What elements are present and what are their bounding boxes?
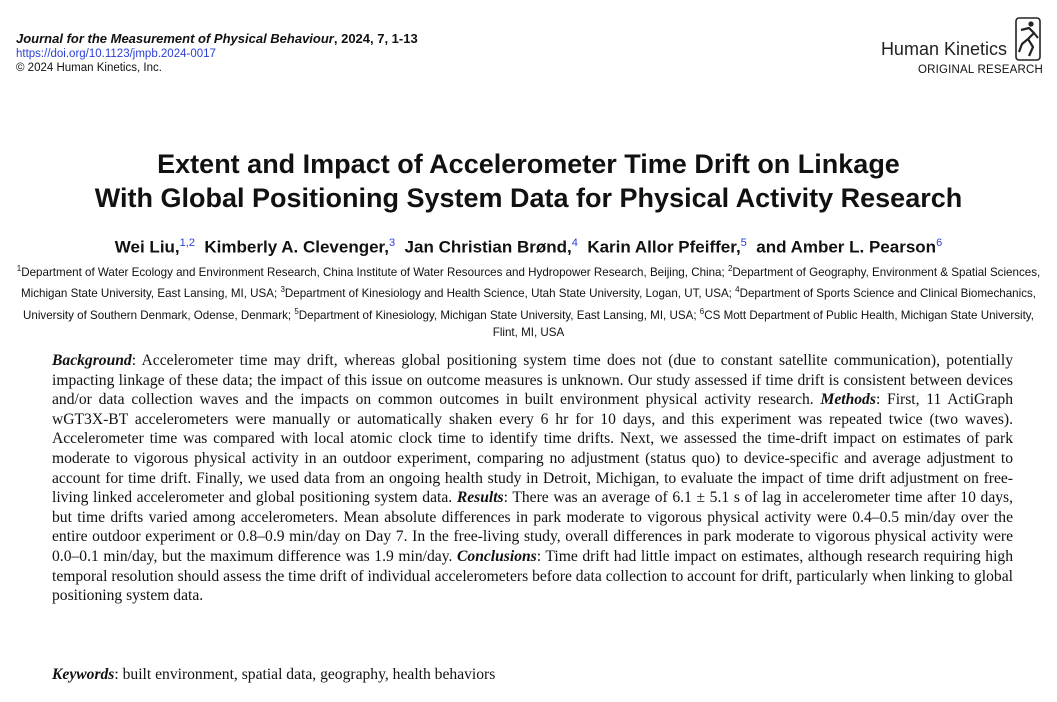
author-name: Karin Allor Pfeiffer, (587, 237, 741, 257)
keywords-text: : built environment, spatial data, geography, health behaviors (114, 666, 496, 683)
title-line-1: Extent and Impact of Accelerometer Time Drift on Linkage (157, 149, 900, 179)
author-affiliation-ref: 5 (740, 237, 747, 249)
affiliation-number: 3 (280, 285, 285, 295)
affiliation-number: 1 (16, 264, 22, 273)
affiliation-number: 2 (727, 264, 733, 273)
author-name: Jan Christian Brønd, (404, 237, 572, 257)
author-name: and Amber L. Pearson (756, 237, 937, 257)
author-list (0, 232, 1057, 259)
author-affiliation-ref: 6 (936, 237, 943, 249)
journal-name: Journal for the Measurement of Physical Behaviour (16, 31, 334, 46)
publisher-row (881, 16, 1043, 62)
abstract-heading-conclusions: Conclusions (457, 547, 537, 565)
abstract-heading-background: Background (52, 352, 132, 369)
affiliation-text: Department of Sports Science and Clinical Biomechanics, University of Southern Denmark, Odense, Denmark; (23, 287, 1037, 322)
journal-citation (16, 31, 418, 47)
abstract-conclusions: : Time drift had little impact on estimates, although research requiring high temporal resolution should assess the time drift of individual accelerometers before data collection to account for drift, particularly when linking to global positioning system data. (52, 547, 1013, 605)
keywords-label: Keywords (52, 666, 115, 683)
affiliation-list (12, 260, 1045, 342)
publisher-name: Human Kinetics (880, 39, 1007, 59)
affiliation-number: 5 (294, 306, 299, 316)
author-name: Kimberly A. Clevenger, (204, 237, 389, 257)
publisher-block (881, 16, 1043, 76)
abstract-heading-results: Results (456, 489, 504, 507)
affiliation-number: 6 (699, 306, 705, 316)
journal-volume: , 2024, 7, 1-13 (333, 31, 418, 46)
keywords (52, 666, 495, 684)
abstract-results: : There was an average of 6.1 ± 5.1 s of lag in accelerometer time after 10 days, but time drifts varied among accelerometers. Mean absolute differences in park moderate to vigorous physical activity were 0.4–0.5 min/day over the entire outdoor experiment or 0.8–0.9 min/day on Day 7. In the free-living study, overall differences in park moderate to vigorous physical activity were 0.0–0.1 min/day, but the maximum difference was 1.9 min/day. (52, 489, 1014, 565)
doi-link[interactable]: https://doi.org/10.1123/jmpb.2024-0017 (16, 48, 216, 60)
article-type: ORIGINAL RESEARCH (917, 64, 1043, 76)
title-line-2: With Global Positioning System Data for Physical Activity Research (94, 183, 963, 213)
author-affiliation-ref: 4 (571, 237, 578, 249)
journal-header (16, 31, 418, 75)
affiliation-number: 4 (735, 285, 740, 295)
affiliation-text: CS Mott Department of Public Health, Michigan State University, Flint, MI, USA (492, 308, 1034, 340)
affiliation-text: Department of Kinesiology, Michigan State University, East Lansing, MI, USA; (298, 308, 700, 322)
abstract (52, 351, 1013, 606)
abstract-methods: : First, 11 ActiGraph wGT3X-BT accelerometers were manually or automatically shaken every 6 hr for 10 days, and this experiment was repeated twice (two waves). Accelerometer time was compared with local atomic clock time to identify time drifts. Next, we assessed the time-drift impact on estimates of park moderate to vigorous physical activity in an outdoor experiment, comparing no adjustment (status quo) to device-specific and average adjustment to account for time drift. Finally, we used data from an ongoing health study in Detroit, Michigan, to evaluate the impact of time drift adjustment on free-living linked accelerometer and global positioning system data. (52, 391, 1014, 507)
abstract-heading-methods: Methods (820, 391, 876, 409)
affiliation-text: Department of Geography, Environment & Spatial Sciences, Michigan State University, East Lansing, MI, USA; (20, 265, 1041, 301)
affiliation-text: Department of Water Ecology and Environment Research, China Institute of Water Resources and Hydropower Research, Beijing, China; (21, 265, 728, 279)
affiliation-text: Department of Kinesiology and Health Science, Utah State University, Logan, UT, USA; (284, 287, 736, 301)
paper-title (0, 147, 1057, 215)
author-affiliation-ref: 3 (388, 237, 396, 249)
abstract-background: : Accelerometer time may drift, whereas global positioning system time does not (due to constant satellite communication), potentially impacting linkage of these data; the impact of this issue on outcome measures is unknown. Our study assessed if time drift is consistent between devices and/or data collection waves and the impacts on common outcomes in built environment physical activity research. (52, 352, 1013, 409)
human-kinetics-logo-icon (1013, 16, 1043, 62)
author-affiliation-ref: 1,2 (179, 237, 195, 249)
copyright-notice: © 2024 Human Kinetics, Inc. (16, 62, 162, 74)
author-name: Wei Liu, (114, 237, 180, 257)
